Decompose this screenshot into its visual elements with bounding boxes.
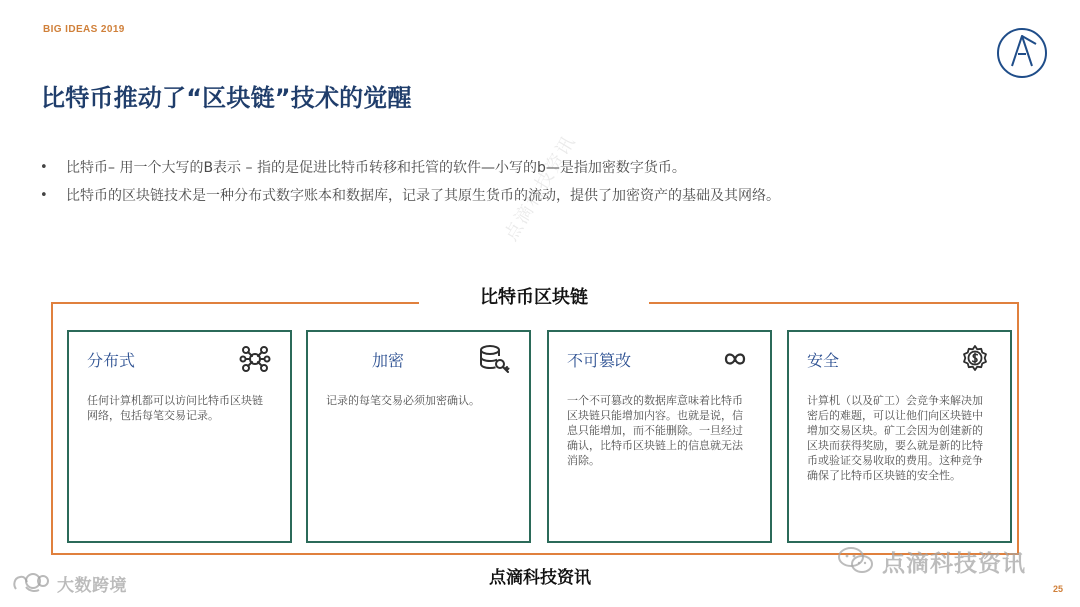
card-distributed xyxy=(67,330,292,543)
card-body: 记录的每笔交易必须加密确认。 xyxy=(326,394,480,407)
card-immutable xyxy=(547,330,772,543)
bullet-item xyxy=(40,154,990,182)
card-body: 任何计算机都可以访问比特币区块链网络，包括每笔交易记录。 xyxy=(87,394,263,422)
header-tag: BIG IDEAS 2019 xyxy=(43,24,125,35)
section-title: 比特币区块链 xyxy=(480,287,588,308)
ark-logo-icon xyxy=(995,26,1049,80)
bullet-text: 比特币的区块链技术是一种分布式数字账本和数据库，记录了其原生货币的流动，提供了加密资产的基础及其网络。 xyxy=(66,188,780,204)
source-watermark xyxy=(11,569,127,597)
card-encryption xyxy=(306,330,531,543)
card-body: 计算机（以及矿工）会竞争来解决加密后的难题，可以让他们向区块链中增加交易区块。矿工会因为创建新的区块而获得奖励，要么就是新的比特币或验证交易收取的费用。这种竞争确保了比特币区块链的安全性。 xyxy=(807,394,983,482)
card-title: 安全 xyxy=(807,351,840,370)
page-title: 比特币推动了“区块链”技术的觉醒 xyxy=(41,84,412,112)
bullet-text: 比特币– 用一个大写的B表示 – 指的是促进比特币转移和托管的软件—小写的b—是指加密数字货币。 xyxy=(66,160,686,176)
card-title: 加密 xyxy=(371,351,404,370)
wechat-watermark xyxy=(836,544,1026,578)
bullet-icon: • xyxy=(40,160,48,175)
bullet-icon: • xyxy=(40,188,48,203)
card-security xyxy=(787,330,1012,543)
network-icon xyxy=(238,342,272,376)
page-number: 25 xyxy=(1052,584,1063,594)
card-title: 不可篡改 xyxy=(567,351,632,370)
diagonal-watermark: 点滴科技资讯 xyxy=(500,131,581,245)
wechat-icon xyxy=(836,544,876,578)
gear-dollar-icon xyxy=(958,342,992,376)
card-body: 一个不可篡改的数据库意味着比特币区块链只能增加内容。也就是说，信息只能增加，而不能删除。一旦经过确认，比特币区块链上的信息就无法消除。 xyxy=(567,394,743,467)
card-title: 分布式 xyxy=(87,351,136,370)
wechat-watermark-text: 点滴科技资讯 xyxy=(882,550,1026,577)
bottom-watermark-text: 点滴科技资讯 xyxy=(489,568,591,588)
brand-icon xyxy=(11,569,51,597)
infinity-icon xyxy=(718,342,752,376)
database-key-icon xyxy=(477,342,511,376)
source-watermark-text: 大数跨境 xyxy=(57,575,127,596)
